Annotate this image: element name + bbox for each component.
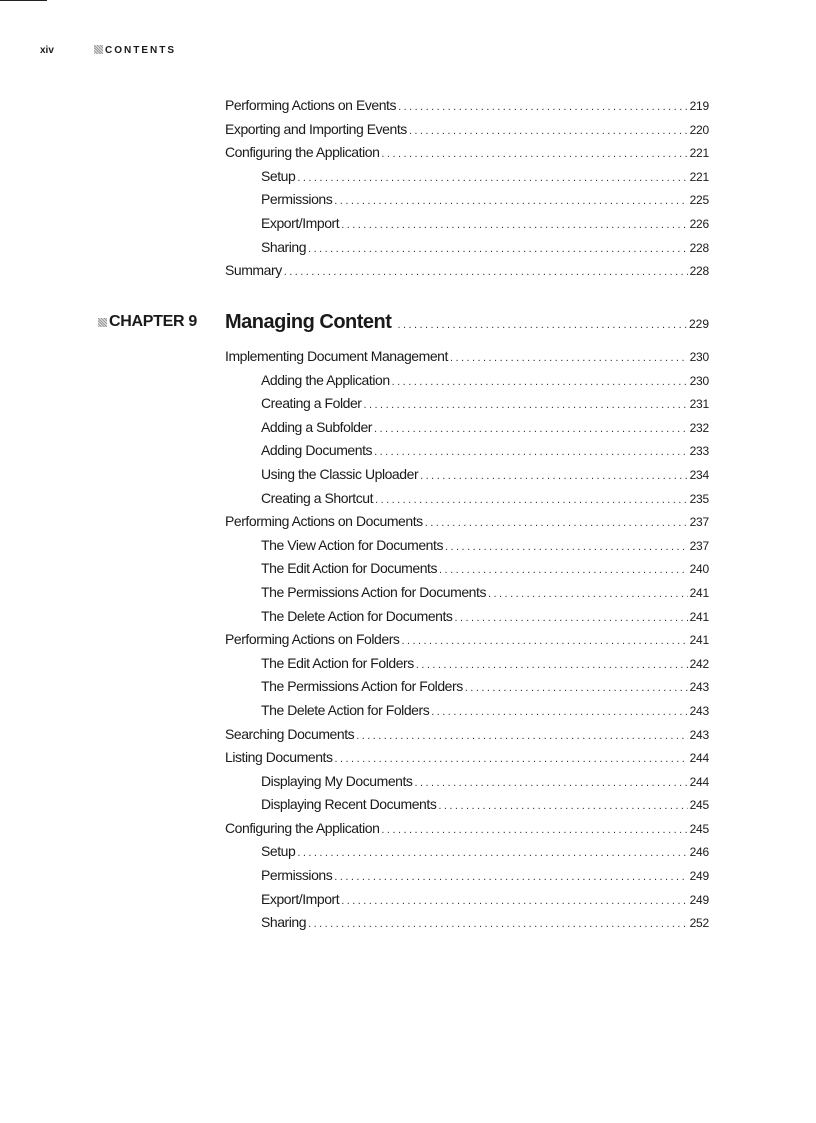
toc-entry-title: Configuring the Application [225, 144, 380, 161]
toc-entry-title: Configuring the Application [225, 819, 380, 836]
toc-entry-title: Export/Import [261, 890, 340, 907]
toc-entry[interactable] [225, 914, 709, 938]
toc-entry-title: Performing Actions on Events [225, 97, 397, 113]
toc-entry[interactable] [225, 395, 709, 419]
toc-entry-title: The Edit Action for Documents [261, 560, 438, 577]
dot-leader [416, 659, 688, 671]
toc-entry-page: 228 [689, 240, 709, 255]
toc-entry[interactable] [225, 513, 709, 537]
toc-entry-title: Performing Actions on Documents [225, 513, 423, 530]
chapter-label-text: CHAPTER 9 [109, 313, 197, 330]
toc-entry-page: 232 [689, 420, 709, 435]
toc-entry-page: 241 [689, 633, 709, 648]
toc-entry[interactable] [225, 121, 709, 145]
toc-entry[interactable] [225, 490, 709, 514]
dot-leader [397, 319, 687, 331]
dot-leader [420, 470, 687, 482]
dot-leader [401, 635, 687, 647]
toc-entry[interactable] [225, 726, 709, 750]
toc-entry[interactable] [225, 466, 709, 490]
chapter-heading[interactable] [225, 311, 709, 334]
dot-leader [445, 541, 688, 553]
toc-entry[interactable] [225, 168, 709, 192]
dot-leader [341, 895, 687, 907]
dot-leader [297, 847, 687, 859]
dot-leader [284, 266, 688, 278]
toc-entry[interactable] [225, 796, 709, 820]
toc-entry-title: Sharing [261, 238, 307, 255]
toc-entry-page: 234 [689, 467, 709, 482]
dot-leader [409, 125, 688, 137]
toc-entry-title: The Delete Action for Folders [261, 701, 430, 718]
toc-entry[interactable] [225, 749, 709, 773]
toc-entry-page: 249 [689, 892, 709, 907]
toc-entry-page: 230 [689, 373, 709, 388]
dot-leader [450, 352, 688, 364]
toc-entry-title: Implementing Document Management [225, 348, 448, 364]
toc-entry-title: Displaying Recent Documents [261, 796, 437, 813]
toc-entry[interactable] [225, 348, 709, 372]
toc-entry-page: 241 [689, 585, 709, 600]
chapter-label [98, 313, 197, 331]
toc-entry[interactable] [225, 631, 709, 655]
dot-leader [454, 612, 687, 624]
toc-entry-page: 244 [689, 774, 709, 789]
toc-entry-page: 244 [689, 751, 709, 766]
chapter-marker-icon [98, 318, 107, 327]
toc-entry-title: Summary [225, 262, 282, 279]
dot-leader [341, 219, 687, 231]
chapter-page-number: 229 [688, 317, 709, 331]
toc-entry-title: Adding a Subfolder [261, 418, 372, 435]
toc-entry-page: 219 [689, 99, 709, 113]
toc-entry[interactable] [225, 97, 709, 121]
toc-entry-title: Setup [261, 843, 296, 860]
toc-entry[interactable] [225, 262, 709, 286]
dot-leader [308, 918, 687, 930]
toc-entry-page: 220 [689, 122, 709, 137]
toc-entry-title: Export/Import [261, 214, 340, 231]
toc-entry-title: The Permissions Action for Folders [261, 678, 463, 695]
toc-entry[interactable] [225, 702, 709, 726]
toc-entry-page: 230 [689, 350, 709, 364]
dot-leader [414, 777, 687, 789]
toc-entry-page: 240 [689, 562, 709, 577]
toc-entry[interactable] [225, 442, 709, 466]
toc-entry-title: Creating a Shortcut [261, 489, 374, 506]
toc-entry[interactable] [225, 608, 709, 632]
toc-entry-title: The Permissions Action for Documents [261, 583, 487, 600]
toc-entry-page: 226 [689, 216, 709, 231]
dot-leader [438, 800, 687, 812]
toc-entry[interactable] [225, 891, 709, 915]
dot-leader [381, 148, 687, 160]
dot-leader [374, 446, 687, 458]
toc-entry-page: 237 [689, 538, 709, 553]
dot-leader [425, 517, 688, 529]
dot-leader [488, 588, 688, 600]
toc-entry-title: Searching Documents [225, 725, 355, 742]
toc-entry-title: The View Action for Documents [261, 536, 444, 553]
toc-entry-page: 252 [689, 916, 709, 931]
page-number: xiv [40, 45, 54, 56]
toc-entry-title: Setup [261, 167, 296, 184]
toc-entry-title: The Edit Action for Folders [261, 654, 414, 671]
toc-section-chapter [225, 348, 709, 938]
toc-entry[interactable] [225, 144, 709, 168]
toc-entry-page: 231 [689, 397, 709, 412]
toc-entry-page: 246 [689, 845, 709, 860]
toc-entry-page: 228 [689, 264, 709, 279]
toc-entry[interactable] [225, 773, 709, 797]
toc-entry-page: 237 [689, 515, 709, 530]
dot-leader [392, 376, 688, 388]
toc-entry[interactable] [225, 239, 709, 263]
toc-entry-page: 241 [689, 609, 709, 624]
toc-entry[interactable] [225, 820, 709, 844]
toc-entry-title: Adding the Application [261, 371, 390, 388]
dot-leader [431, 706, 687, 718]
toc-entry-title: Listing Documents [225, 749, 333, 766]
toc-entry[interactable] [225, 419, 709, 443]
dot-leader [335, 753, 688, 765]
toc-section-top [225, 97, 709, 286]
dot-leader [297, 172, 687, 184]
dot-leader [334, 195, 687, 207]
toc-entry-page: 221 [689, 146, 709, 161]
toc-entry-page: 225 [689, 193, 709, 208]
toc-entry-page: 243 [689, 703, 709, 718]
toc-entry[interactable] [225, 655, 709, 679]
top-rule [0, 0, 47, 1]
dot-leader [364, 399, 688, 411]
toc-entry-page: 243 [689, 727, 709, 742]
toc-entry[interactable] [225, 191, 709, 215]
toc-entry-page: 221 [689, 169, 709, 184]
dot-leader [334, 871, 687, 883]
toc-entry-page: 235 [689, 491, 709, 506]
toc-entry[interactable] [225, 584, 709, 608]
dot-leader [398, 101, 688, 113]
dot-leader [356, 730, 687, 742]
toc-entry[interactable] [225, 372, 709, 396]
toc-entry[interactable] [225, 537, 709, 561]
toc-entry[interactable] [225, 843, 709, 867]
toc-entry-title: Exporting and Importing Events [225, 120, 407, 137]
toc-entry-page: 243 [689, 680, 709, 695]
toc-entry-title: Creating a Folder [261, 395, 362, 412]
toc-entry-title: Permissions [261, 191, 333, 208]
dot-leader [381, 824, 687, 836]
running-head [40, 45, 176, 56]
running-head-section: CONTENTS [105, 45, 176, 56]
toc-entry-title: Displaying My Documents [261, 772, 413, 789]
dot-leader [375, 494, 688, 506]
toc-entry-title: Performing Actions on Folders [225, 631, 400, 648]
toc-entry-page: 249 [689, 869, 709, 884]
toc-entry-title: Using the Classic Uploader [261, 465, 419, 482]
toc-entry-page: 245 [689, 821, 709, 836]
dot-leader [308, 243, 687, 255]
toc-entry-page: 242 [689, 656, 709, 671]
toc-entry[interactable] [225, 678, 709, 702]
toc-entry-page: 245 [689, 798, 709, 813]
dot-leader [439, 564, 688, 576]
toc-entry-title: Sharing [261, 914, 307, 931]
dot-leader [465, 682, 688, 694]
toc-entry[interactable] [225, 215, 709, 239]
chapter-title: Managing Content [225, 311, 392, 333]
toc-entry-title: The Delete Action for Documents [261, 607, 453, 624]
toc-entry-title: Permissions [261, 867, 333, 884]
toc-entry-title: Adding Documents [261, 442, 373, 459]
toc-entry[interactable] [225, 560, 709, 584]
toc-entry[interactable] [225, 867, 709, 891]
section-marker-icon [94, 45, 103, 54]
toc-entry-page: 233 [689, 444, 709, 459]
dot-leader [374, 423, 688, 435]
